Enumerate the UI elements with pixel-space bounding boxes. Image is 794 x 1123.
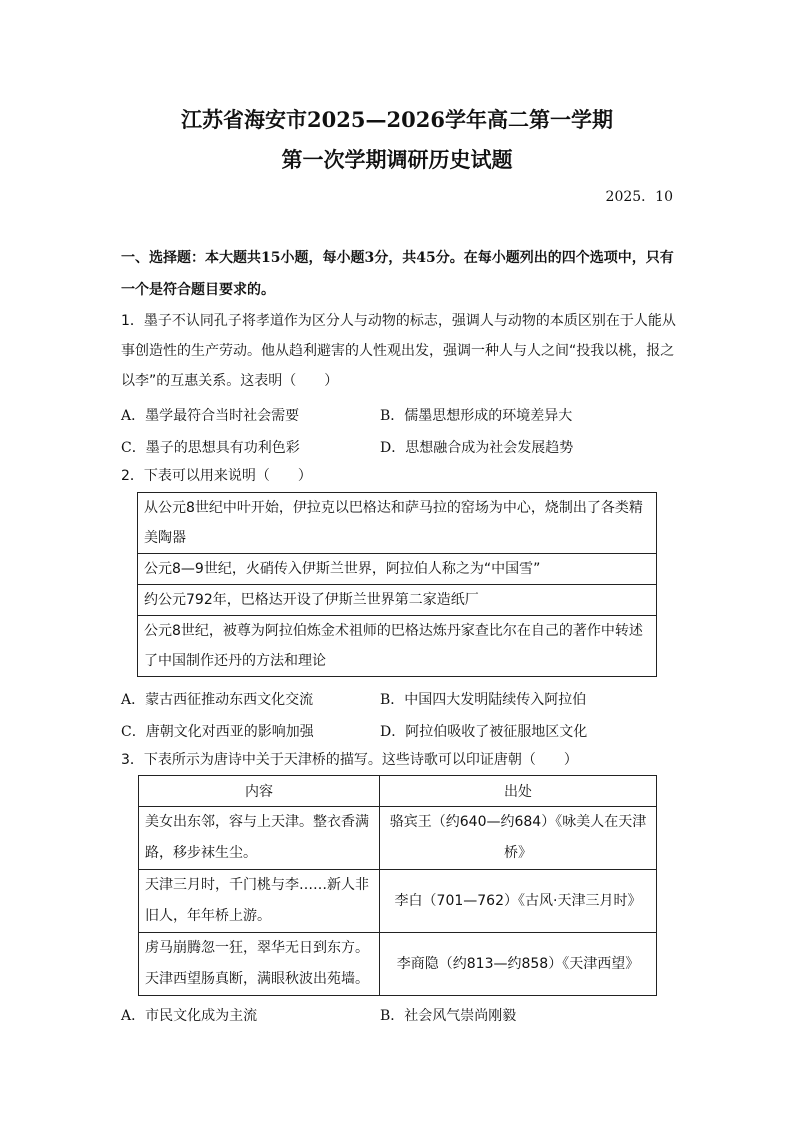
option-label: B． bbox=[380, 692, 405, 708]
option-label: D． bbox=[380, 724, 406, 740]
question-3-option-a bbox=[121, 1005, 257, 1025]
exam-date: 2025．10 bbox=[605, 189, 673, 205]
table-cell: 从公元8世纪中叶开始，伊拉克以巴格达和萨马拉的窑场为中心，烧制出了各类精美陶器 bbox=[138, 493, 657, 554]
option-label: A． bbox=[121, 692, 146, 708]
question-2-option-a bbox=[121, 689, 313, 709]
option-text: 蒙古西征推动东西文化交流 bbox=[145, 692, 314, 708]
column-header-source: 出处 bbox=[380, 776, 657, 807]
table-row bbox=[139, 933, 657, 996]
table-row bbox=[139, 870, 657, 933]
question-1-option-d bbox=[380, 437, 573, 457]
option-label: C． bbox=[121, 724, 146, 740]
question-2-stem: 2．下表可以用来说明（ ） bbox=[121, 468, 312, 484]
option-text: 市民文化成为主流 bbox=[145, 1008, 258, 1024]
option-label: B． bbox=[380, 1008, 405, 1024]
option-label: C． bbox=[121, 440, 146, 456]
table-header-row bbox=[139, 776, 657, 807]
column-header-content: 内容 bbox=[139, 776, 380, 807]
question-2-option-d bbox=[380, 721, 587, 741]
poem-content: 虏马崩腾忽一狂，翠华无日到东方。天津西望肠真断，满眼秋波出苑墙。 bbox=[139, 933, 380, 996]
option-text: 墨子的思想具有功利色彩 bbox=[145, 440, 300, 456]
question-3-stem: 3．下表所示为唐诗中关于天津桥的描写。这些诗歌可以印证唐朝（ ） bbox=[121, 752, 578, 768]
section-heading: 一、选择题：本大题共15小题，每小题3分，共45分。在每小题列出的四个选项中，只有一个是符合题目要求的。 bbox=[121, 250, 674, 298]
question-2-option-c bbox=[121, 721, 314, 741]
table-cell: 公元8—9世纪，火硝传入伊斯兰世界，阿拉伯人称之为“中国雪” bbox=[138, 554, 657, 585]
table-row bbox=[138, 585, 657, 616]
question-3-option-b bbox=[380, 1005, 516, 1025]
option-text: 社会风气崇尚刚毅 bbox=[404, 1008, 517, 1024]
poem-source: 李商隐（约813—约858）《天津西望》 bbox=[380, 933, 657, 996]
poem-source: 骆宾王（约640—约684）《咏美人在天津桥》 bbox=[380, 807, 657, 870]
question-1-option-a bbox=[121, 405, 299, 425]
question-2-option-b bbox=[380, 689, 586, 709]
option-label: B． bbox=[380, 408, 405, 424]
table-cell: 公元8世纪，被尊为阿拉伯炼金术祖师的巴格达炼丹家查比尔在自己的著作中转述了中国制作还丹的方法和理论 bbox=[138, 616, 657, 677]
question-2-table bbox=[137, 492, 657, 677]
table-row bbox=[138, 554, 657, 585]
option-text: 墨学最符合当时社会需要 bbox=[145, 408, 300, 424]
question-1-option-c bbox=[121, 437, 300, 457]
poem-source: 李白（701—762）《古风·天津三月时》 bbox=[380, 870, 657, 933]
poem-content: 天津三月时，千门桃与李……新人非旧人，年年桥上游。 bbox=[139, 870, 380, 933]
question-1-stem: 1．墨子不认同孔子将孝道作为区分人与动物的标志，强调人与动物的本质区别在于人能从事创造性的生产劳动。他从趋利避害的人性观出发，强调一种人与人之间“投我以桃，报之以李”的互惠关系。这表明（ ） bbox=[121, 313, 676, 389]
option-text: 思想融合成为社会发展趋势 bbox=[405, 440, 574, 456]
option-text: 儒墨思想形成的环境差异大 bbox=[404, 408, 573, 424]
question-1-option-b bbox=[380, 405, 572, 425]
option-text: 中国四大发明陆续传入阿拉伯 bbox=[404, 692, 587, 708]
table-row bbox=[139, 807, 657, 870]
option-label: A． bbox=[121, 408, 146, 424]
table-row bbox=[138, 493, 657, 554]
exam-subtitle: 第一次学期调研历史试题 bbox=[281, 147, 513, 172]
poem-content: 美女出东邻，容与上天津。整衣香满路，移步袜生尘。 bbox=[139, 807, 380, 870]
option-label: D． bbox=[380, 440, 406, 456]
table-cell: 约公元792年，巴格达开设了伊斯兰世界第二家造纸厂 bbox=[138, 585, 657, 616]
exam-title: 江苏省海安市2025—2026学年高二第一学期 bbox=[181, 107, 613, 132]
option-text: 唐朝文化对西亚的影响加强 bbox=[145, 724, 314, 740]
option-text: 阿拉伯吸收了被征服地区文化 bbox=[405, 724, 588, 740]
table-row bbox=[138, 616, 657, 677]
question-3-table bbox=[138, 775, 657, 996]
option-label: A． bbox=[121, 1008, 146, 1024]
